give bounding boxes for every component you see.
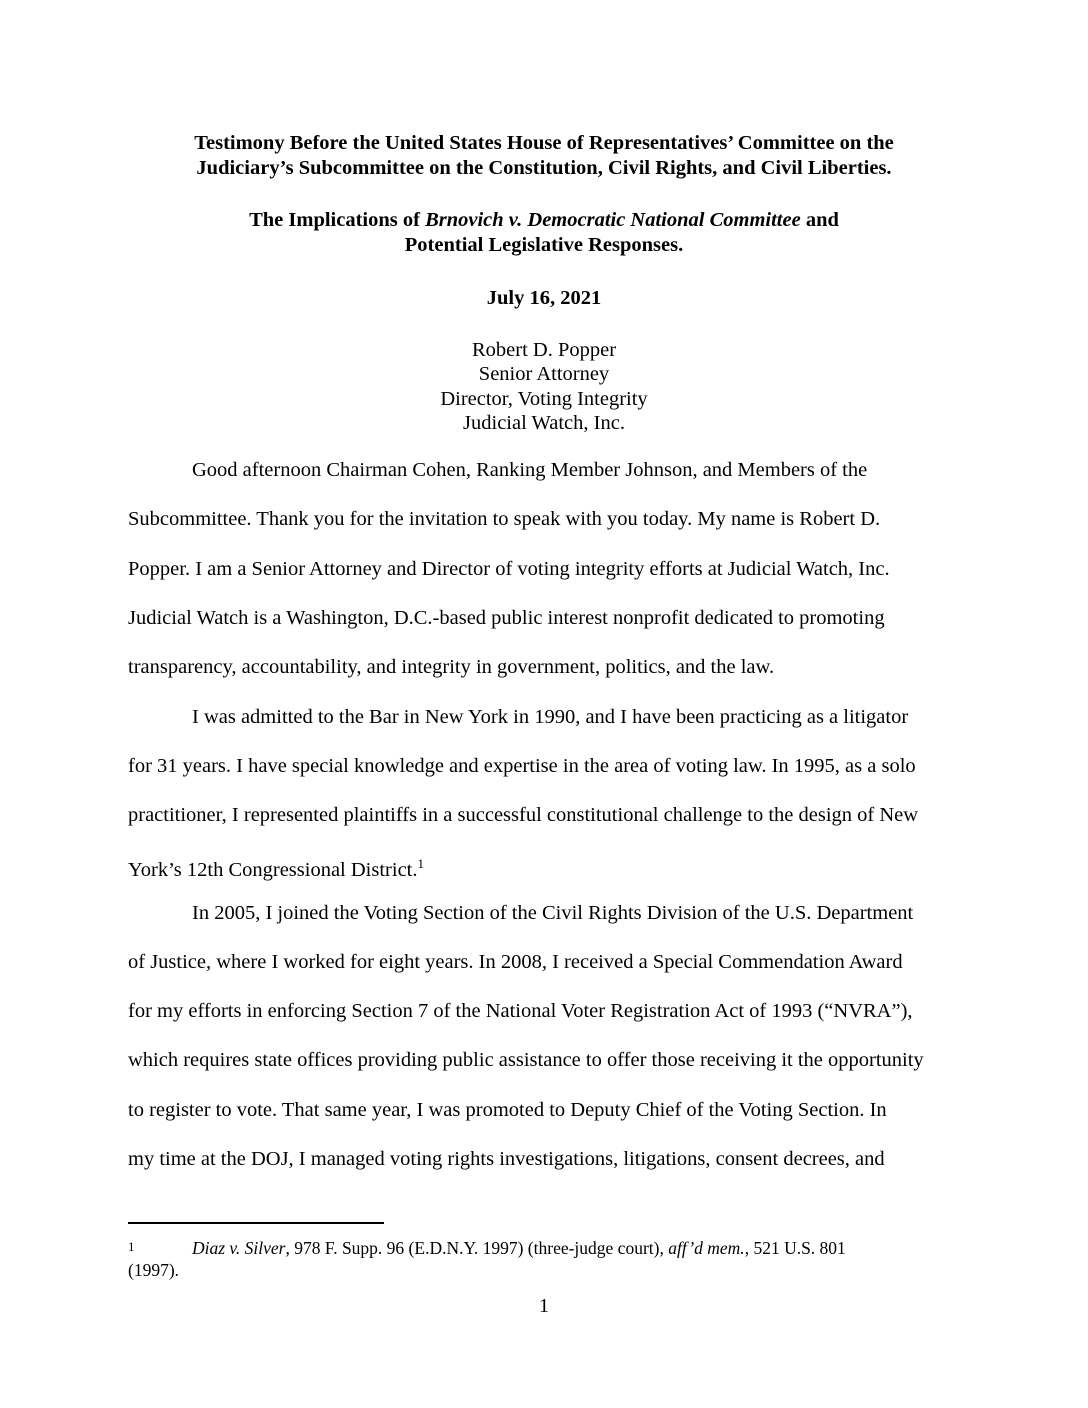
author-name: Robert D. Popper	[471, 339, 617, 361]
subtitle-line-1	[0, 208, 1088, 233]
author-title: Senior Attorney	[478, 363, 610, 385]
title-line-2: Judiciary’s Subcommittee on the Constitution, Civil Rights, and Civil Liberties.	[196, 157, 892, 179]
subtitle-prefix: The Implications of	[249, 209, 426, 231]
footnote-case: Diaz v. Silver	[192, 1238, 286, 1258]
body-line: to register to vote. That same year, I was promoted to Deputy Chief of the Voting Section. In	[128, 1099, 887, 1121]
body-line-text: York’s 12th Congressional District.	[128, 858, 418, 881]
body-line: which requires state offices providing public assistance to offer those receiving it the opportunity	[128, 1049, 924, 1071]
subtitle-suffix: and	[800, 209, 839, 231]
body-line: In 2005, I joined the Voting Section of the Civil Rights Division of the U.S. Department	[192, 902, 914, 924]
body-line: of Justice, where I worked for eight years. In 2008, I received a Special Commendation Award	[128, 951, 903, 973]
body-line: for my efforts in enforcing Section 7 of the National Voter Registration Act of 1993 (“NVRA”),	[128, 1000, 913, 1022]
subtitle-line-2: Potential Legislative Responses.	[404, 234, 684, 256]
body-line: Popper. I am a Senior Attorney and Director of voting integrity efforts at Judicial Watch, Inc.	[128, 558, 890, 580]
footnote-ref[interactable]: 1	[417, 856, 424, 871]
body-line: practitioner, I represented plaintiffs in a successful constitutional challenge to the design of New	[128, 804, 919, 826]
author-role: Director, Voting Integrity	[440, 388, 648, 410]
footnote-divider	[128, 1222, 384, 1224]
title-line-1: Testimony Before the United States House of Representatives’ Committee on the	[194, 132, 894, 154]
footnote-text-2: , 521 U.S. 801	[744, 1238, 846, 1258]
footnote-text-1: , 978 F. Supp. 96 (E.D.N.Y. 1997) (three-judge court),	[285, 1238, 669, 1258]
author-org: Judicial Watch, Inc.	[463, 412, 625, 434]
body-line: Good afternoon Chairman Cohen, Ranking Member Johnson, and Members of the	[192, 459, 868, 481]
body-line: for 31 years. I have special knowledge and expertise in the area of voting law. In 1995, as a solo	[128, 755, 916, 777]
footnote-affd: aff’d mem.	[668, 1238, 745, 1258]
footnote-text	[192, 1237, 846, 1259]
body-line: Subcommittee. Thank you for the invitation to speak with you today. My name is Robert D.	[128, 508, 881, 530]
body-line: I was admitted to the Bar in New York in 1990, and I have been practicing as a litigator	[192, 706, 909, 728]
footnote-number: 1	[128, 1239, 135, 1254]
footnote-line-2: (1997).	[128, 1260, 180, 1280]
date: July 16, 2021	[486, 287, 602, 309]
page-number: 1	[538, 1295, 550, 1317]
body-line: Judicial Watch is a Washington, D.C.-based public interest nonprofit dedicated to promoting	[128, 607, 885, 629]
subtitle-case: Brnovich v. Democratic National Committee	[425, 209, 801, 231]
body-line	[128, 852, 424, 882]
body-line: transparency, accountability, and integrity in government, politics, and the law.	[128, 656, 775, 678]
body-line: my time at the DOJ, I managed voting rights investigations, litigations, consent decrees, and	[128, 1148, 885, 1170]
